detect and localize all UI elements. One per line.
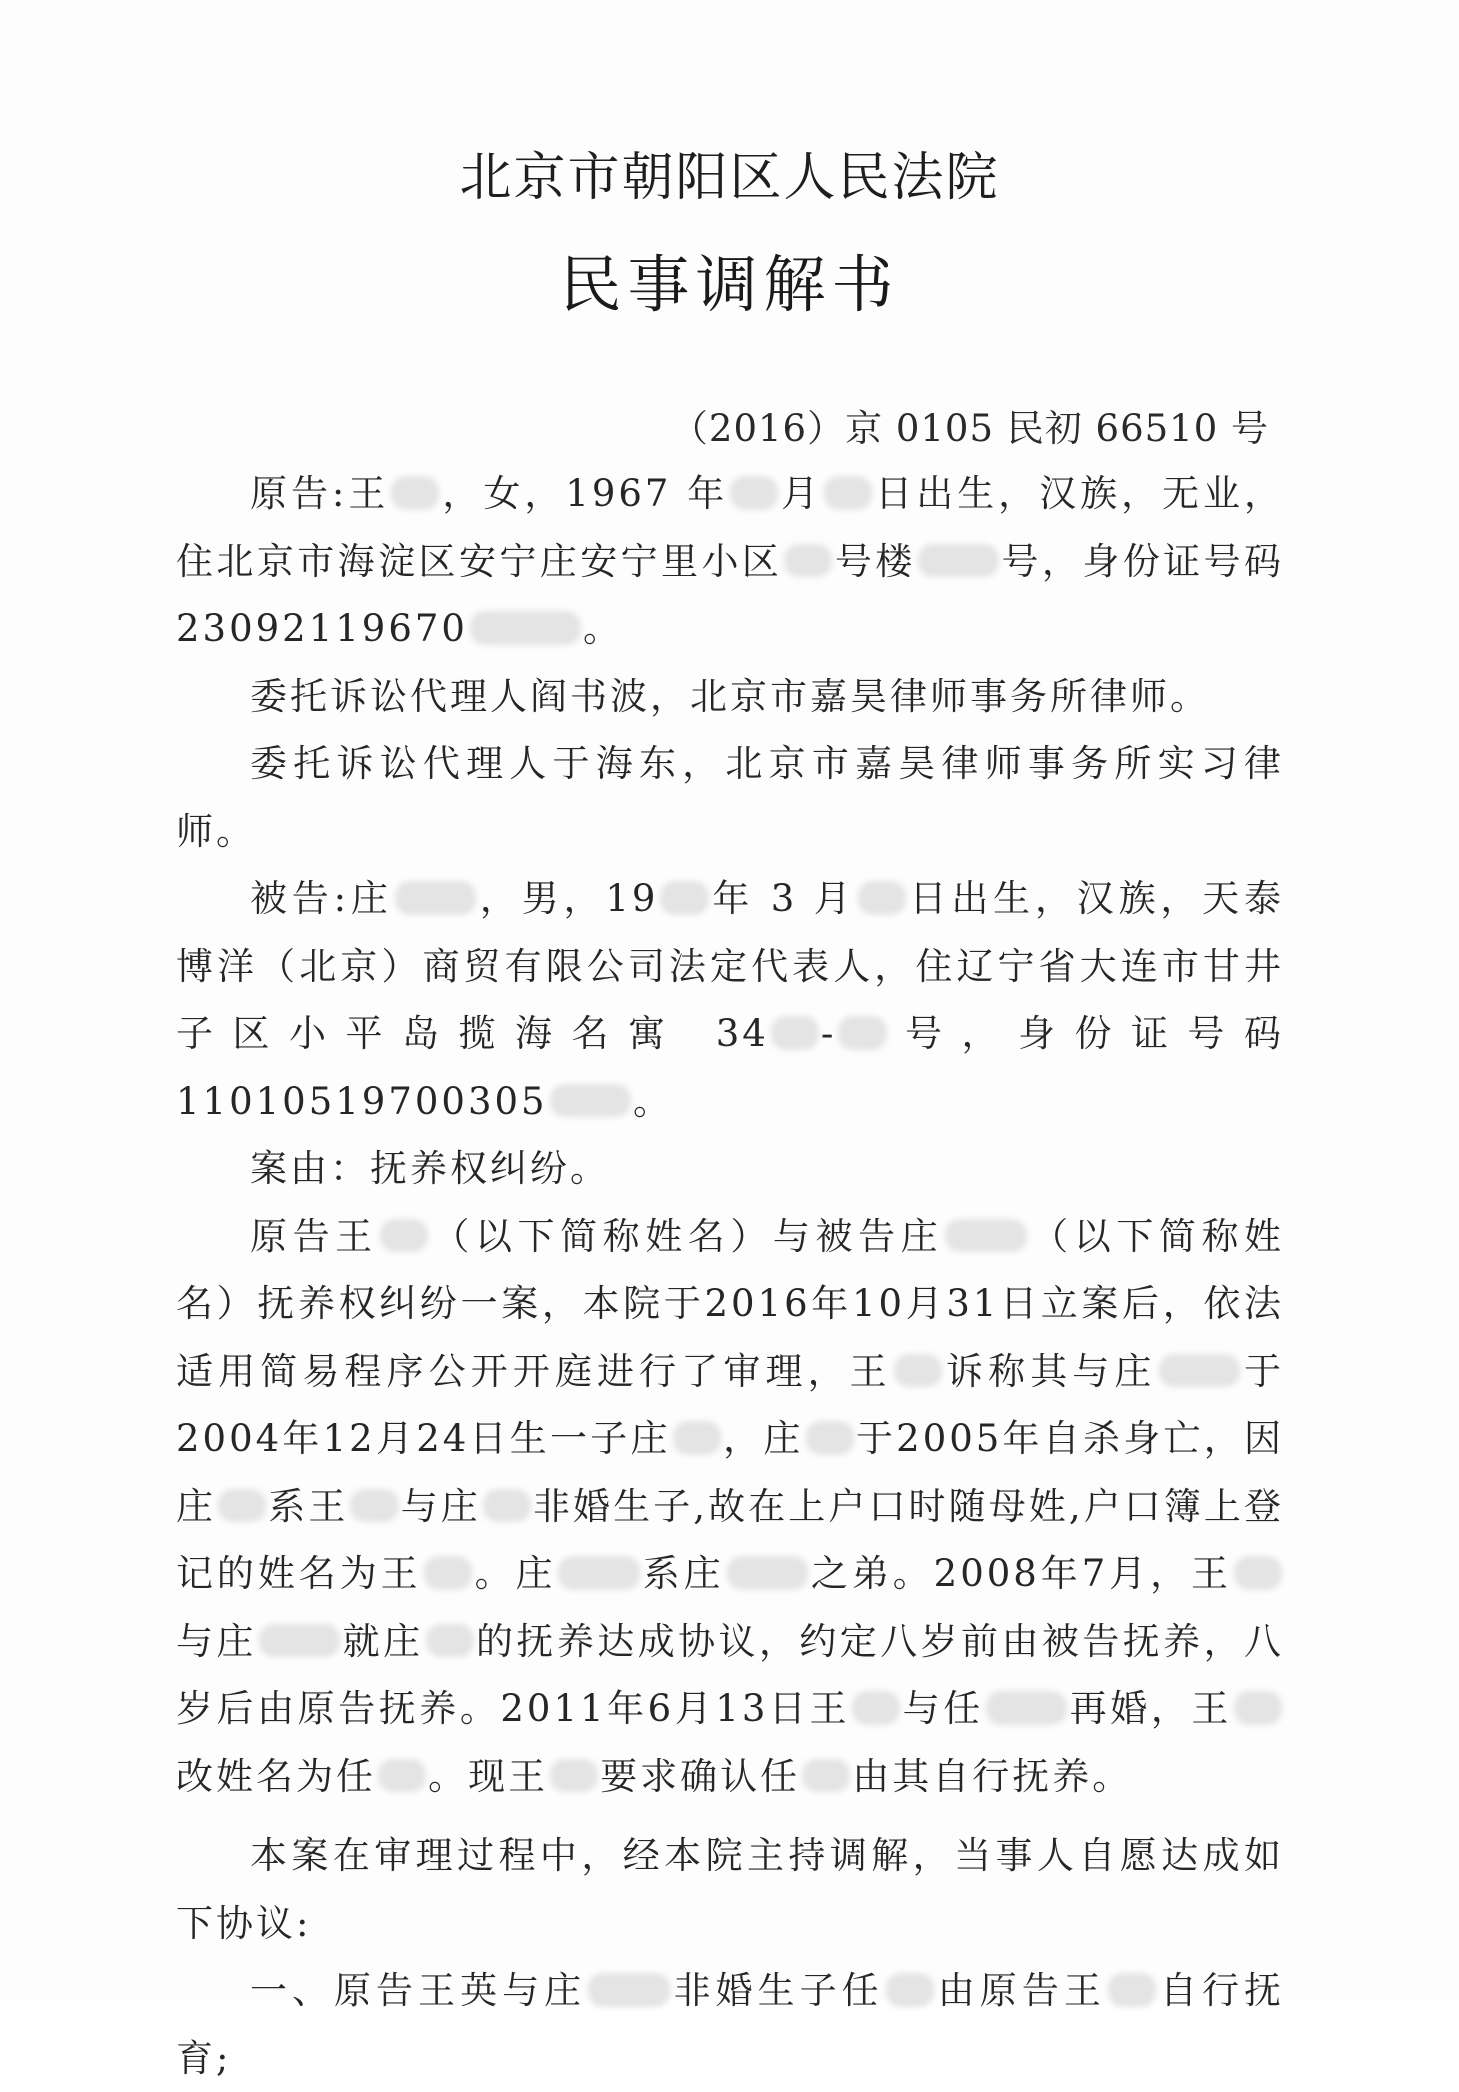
redaction [588, 1973, 669, 2006]
redaction [894, 1354, 942, 1387]
cause-paragraph: 案由：抚养权纠纷。 [250, 1147, 610, 1190]
agreement-item-1: 一、原告王英与庄 非婚生子任 由原告王 自行抚育; [176, 1969, 1285, 2080]
redaction [986, 1691, 1067, 1724]
redaction [945, 1219, 1026, 1252]
redaction [802, 1759, 850, 1792]
document-title: 民事调解书 [559, 248, 900, 321]
redaction [660, 881, 708, 914]
court-name: 北京市朝阳区人民法院 [459, 148, 1000, 208]
redaction [378, 1759, 426, 1792]
redaction [426, 1624, 474, 1657]
redaction [1234, 1691, 1282, 1724]
redaction [350, 1489, 398, 1522]
redaction [1159, 1354, 1240, 1387]
redaction [391, 476, 439, 509]
redaction [550, 1084, 631, 1117]
redaction [483, 1489, 531, 1522]
defendant-paragraph: 被告:庄 ，男，19 年 3 月 日出生，汉族，天泰博洋（北京）商贸有限公司法定代表人，住辽宁省大连市甘井子区小平岛揽海名寓 34 - 号，身份证号码 11010519700305 。 [176, 877, 1285, 1123]
redaction [1108, 1973, 1156, 2006]
facts-paragraph: 原告王 （以下简称姓名）与被告庄 （以下简称姓名）抚养权纠纷一案，本院于2016年10月31日立案后，依法适用简易程序公开开庭进行了审理，王 诉称其与庄 于2004年12月24日生一子庄 ，庄 于2005年自杀身亡，因庄 系王 与庄 非婚生子,故在上户口时随母姓,户口簿上登记的姓名为王 。庄 系庄 之弟。2008年7月，王与庄 就庄 的抚养达成协议，约定八岁前由被告抚养，八岁后由原告抚养。2011年6月13日王 与任 再婚，王改姓名为任 。现王 要求确认任 由其自行抚养。 [176, 1214, 1285, 1798]
redaction [886, 1973, 934, 2006]
redaction [806, 1421, 854, 1454]
plaintiff-paragraph: 原告:王 ，女，1967 年 月 日出生，汉族，无业，住北京市海淀区安宁庄安宁里小区 号楼 号，身份证号码 23092119670 。 [176, 472, 1285, 650]
redaction [852, 1691, 900, 1724]
redaction [1234, 1556, 1282, 1589]
redaction [727, 1556, 808, 1589]
redaction [771, 1016, 819, 1049]
document-body [176, 460, 1284, 2092]
redaction [380, 1219, 428, 1252]
redaction [550, 1759, 598, 1792]
redaction [784, 544, 832, 577]
case-number: （2016）京 0105 民初 66510 号 [670, 407, 1269, 450]
redaction [824, 476, 872, 509]
redaction [259, 1624, 340, 1657]
redaction [673, 1421, 721, 1454]
redaction [838, 1016, 886, 1049]
redaction [218, 1489, 266, 1522]
mediation-paragraph: 本案在审理过程中，经本院主持调解，当事人自愿达成如下协议: [176, 1834, 1284, 1945]
redaction [858, 881, 906, 914]
redaction [395, 881, 476, 914]
agent-paragraph-2: 委托诉讼代理人于海东，北京市嘉昊律师事务所实习律师。 [176, 742, 1284, 853]
redaction [424, 1556, 472, 1589]
agent-paragraph-1: 委托诉讼代理人阎书波，北京市嘉昊律师事务所律师。 [250, 674, 1210, 718]
redaction [730, 476, 778, 509]
redaction [558, 1556, 639, 1589]
redaction [918, 544, 999, 577]
redaction [470, 611, 581, 644]
